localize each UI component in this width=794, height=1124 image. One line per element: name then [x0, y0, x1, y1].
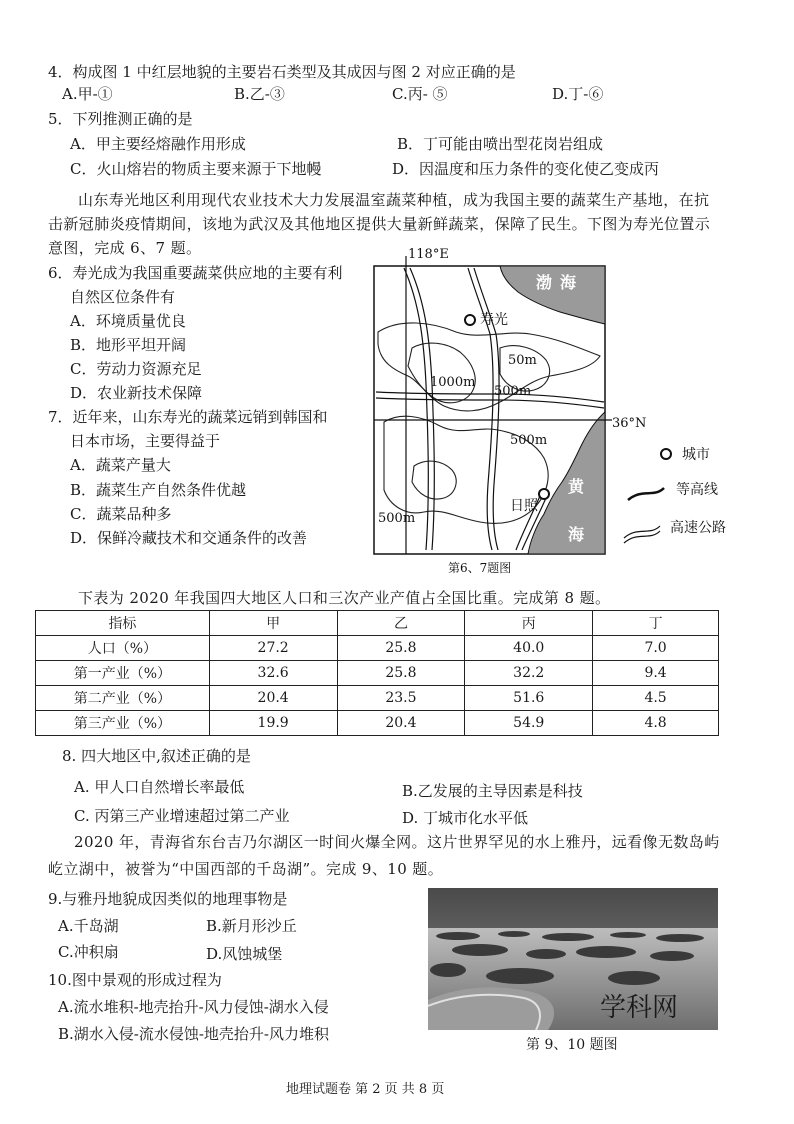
- table-cell: 32.2: [465, 661, 593, 686]
- table-cell: 7.0: [593, 636, 719, 661]
- intro-910-line1: 2020 年，青海省东台吉乃尔湖区一时间火爆全网。这片世界罕见的水上雅丹，远看像无数岛屿: [74, 833, 720, 851]
- table-header: 乙: [337, 611, 465, 636]
- table-cell: 第一产业（%）: [36, 661, 210, 686]
- q7-stem-line2: 日本市场，主要得益于: [70, 432, 221, 450]
- table-cell: 51.6: [465, 686, 593, 711]
- table-header: 丙: [465, 611, 593, 636]
- q7-option-b: B．蔬菜生产自然条件优越: [70, 481, 247, 499]
- table-cell: 9.4: [593, 661, 719, 686]
- city-marker-rizhao: [539, 489, 549, 499]
- q7-option-a: A．蔬菜产量大: [70, 456, 171, 474]
- map-caption: 第6、7题图: [448, 561, 512, 575]
- city-marker-shouguang: [465, 315, 475, 325]
- table-cell: 25.8: [337, 661, 465, 686]
- contour-label-500m-c: 500m: [378, 511, 416, 526]
- legend-city-label: 城市: [682, 447, 710, 463]
- table-row: [36, 686, 719, 711]
- contour-label-500m-a: 500m: [494, 384, 532, 399]
- contour-label-500m-b: 500m: [510, 433, 548, 448]
- q8-option-a: A. 甲人口自然增长率最低: [74, 778, 245, 796]
- intro-67-line3: 意图，完成 6、7 题。: [48, 239, 202, 257]
- legend-city-icon: [661, 449, 671, 459]
- intro-910-line2: 屹立湖中，被誉为“中国西部的千岛湖”。完成 9、10 题。: [48, 860, 444, 878]
- q9-option-a: A.千岛湖: [58, 917, 119, 935]
- q7-option-c: C．蔬菜品种多: [70, 505, 172, 523]
- region-data-table: [35, 610, 719, 736]
- q10-stem: 10.图中景观的形成过程为: [48, 971, 222, 989]
- legend-highway-icon-b: [624, 531, 660, 543]
- photo-watermark: 学科网: [600, 993, 679, 1023]
- table-row: [36, 711, 719, 736]
- q4-option-d: D.丁-⑥: [552, 85, 604, 103]
- q5-option-a: A．甲主要经熔融作用形成: [70, 135, 246, 153]
- q4-option-c: C.丙- ⑤: [392, 85, 448, 103]
- q9-option-b: B.新月形沙丘: [206, 917, 297, 935]
- table-cell: 27.2: [209, 636, 337, 661]
- contour-label-1000m: 1000m: [430, 375, 476, 390]
- legend-highway-label: 高速公路: [670, 520, 726, 536]
- photo-caption: 第 9、10 题图: [526, 1037, 618, 1053]
- table-cell: 54.9: [465, 711, 593, 736]
- q10-option-b: B.湖水入侵-流水侵蚀-地壳抬升-风力堆积: [58, 1025, 329, 1043]
- q8-option-b: B.乙发展的主导因素是科技: [402, 782, 583, 800]
- q9-option-d: D.风蚀城堡: [206, 945, 283, 963]
- q5-option-d: D．因温度和压力条件的变化使乙变成丙: [392, 160, 660, 178]
- table-cell: 4.8: [593, 711, 719, 736]
- q4-stem: 4．构成图 1 中红层地貌的主要岩石类型及其成因与图 2 对应正确的是: [48, 63, 516, 81]
- q6-option-b: B．地形平坦开阔: [70, 336, 187, 354]
- table-header-row: [36, 611, 719, 636]
- q5-stem: 5．下列推测正确的是: [48, 110, 193, 128]
- table-header: 丁: [593, 611, 719, 636]
- table-header: 甲: [209, 611, 337, 636]
- q6-stem-line2: 自然区位条件有: [70, 288, 176, 306]
- bohai-label-1: 渤: [536, 273, 553, 292]
- q6-option-a: A．环境质量优良: [70, 312, 186, 330]
- legend-contour-icon: [628, 488, 664, 500]
- huanghai-label-2: 海: [568, 525, 585, 544]
- q4-option-b: B.乙-③: [234, 85, 285, 103]
- shouguang-location-map: [360, 244, 780, 580]
- table-row: [36, 636, 719, 661]
- q10-option-a: A.流水堆积-地壳抬升-风力侵蚀-湖水入侵: [58, 998, 329, 1016]
- huanghai-label-1: 黄: [568, 477, 585, 496]
- q7-option-d: D．保鲜冷藏技术和交通条件的改善: [70, 529, 308, 547]
- q6-option-d: D．农业新技术保障: [70, 384, 203, 402]
- city-label-rizhao: 日照: [510, 498, 538, 514]
- table-header: 指标: [36, 611, 210, 636]
- q6-stem-line1: 6．寿光成为我国重要蔬菜供应地的主要有利: [48, 264, 343, 282]
- q5-option-b: B．丁可能由喷出型花岗岩组成: [397, 135, 604, 153]
- q9-stem: 9.与雅丹地貌成因类似的地理事物是: [48, 890, 288, 908]
- page-footer: 地理试题卷 第 2 页 共 8 页: [286, 1082, 445, 1097]
- table-cell: 人口（%）: [36, 636, 210, 661]
- q6-option-c: C．劳动力资源充足: [70, 360, 202, 378]
- table-row: [36, 661, 719, 686]
- q8-option-d: D. 丁城市化水平低: [402, 809, 529, 827]
- table-cell: 4.5: [593, 686, 719, 711]
- q7-stem-line1: 7．近年来，山东寿光的蔬菜远销到韩国和: [48, 408, 328, 426]
- yardang-lake-photo: [428, 888, 718, 1030]
- q4-option-a: A.甲-①: [62, 85, 113, 103]
- legend-contour-label: 等高线: [676, 482, 718, 498]
- q9-option-c: C.冲积扇: [58, 943, 119, 961]
- table-cell: 第二产业（%）: [36, 686, 210, 711]
- intro-8: 下表为 2020 年我国四大地区人口和三次产业产值占全国比重。完成第 8 题。: [78, 589, 611, 607]
- q8-stem: 8. 四大地区中,叙述正确的是: [62, 747, 251, 765]
- q5-option-c: C．火山熔岩的物质主要来源于下地幔: [70, 160, 322, 178]
- intro-67-line1: 山东寿光地区利用现代农业技术大力发展温室蔬菜种植，成为我国主要的蔬菜生产基地，在抗: [78, 191, 710, 209]
- table-cell: 第三产业（%）: [36, 711, 210, 736]
- city-label-shouguang: 寿光: [480, 312, 508, 328]
- table-cell: 20.4: [337, 711, 465, 736]
- longitude-label: 118°E: [408, 247, 449, 262]
- q8-option-c: C. 丙第三产业增速超过第二产业: [74, 807, 290, 825]
- table-cell: 25.8: [337, 636, 465, 661]
- intro-67-line2: 击新冠肺炎疫情期间，该地为武汉及其他地区提供大量新鲜蔬菜，保障了民生。下图为寿光位置示: [48, 215, 711, 233]
- bohai-label-2: 海: [560, 273, 577, 292]
- contour-label-50m: 50m: [508, 353, 537, 368]
- table-cell: 40.0: [465, 636, 593, 661]
- latitude-label: 36°N: [612, 416, 647, 431]
- table-cell: 32.6: [209, 661, 337, 686]
- table-cell: 20.4: [209, 686, 337, 711]
- table-cell: 23.5: [337, 686, 465, 711]
- table-cell: 19.9: [209, 711, 337, 736]
